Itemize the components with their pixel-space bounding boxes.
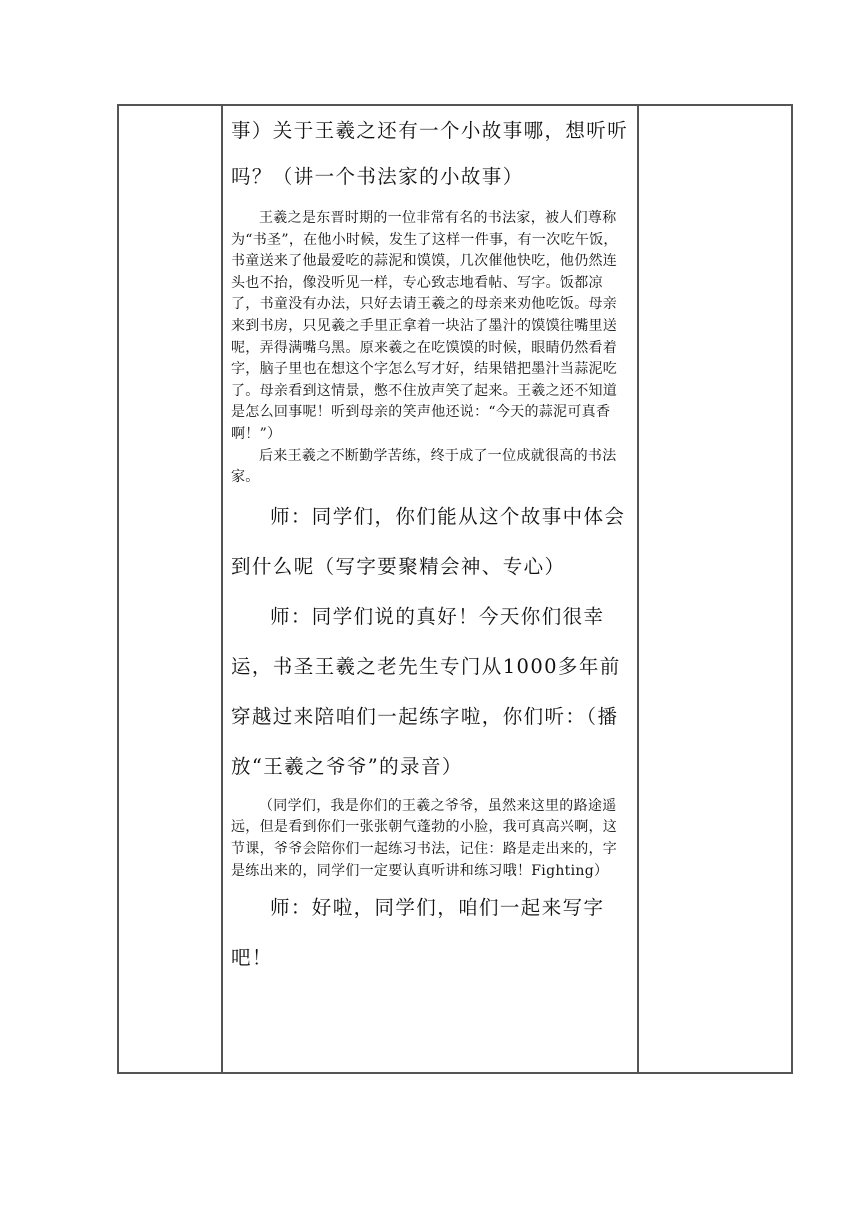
teacher-line: 师：同学们说的真好！今天你们很幸运，书圣王羲之老先生专门从1000多年前穿越过来陪咱们一起练字啦，你们听：（播放“王羲之爷爷”的录音） [231,604,621,778]
story-block [231,208,631,489]
column-divider-right [637,106,639,1072]
story-paragraph: 后来王羲之不断勤学苦练，终于成了一位成就很高的书法家。 [231,447,617,486]
teacher-line: 师：同学们，你们能从这个故事中体会到什么呢（写字要聚精会神、专心） [231,504,626,578]
column-divider-left [221,106,223,1072]
recording-block [231,796,631,882]
story-paragraph: 王羲之是东晋时期的一位非常有名的书法家，被人们尊称为“书圣”，在他小时候，发生了这样一件事，有一次吃午饭，书童送来了他最爱吃的蒜泥和馍馍，几次催他快吃，他仍然连头也不抬，像没听见一样，专心致志地看帖、写字。饭都凉了，书童没有办法，只好去请王羲之的母亲来劝他吃饭。母亲来到书房，只见羲之手里正拿着一块沾了墨汁的馍馍往嘴里送呢，弄得满嘴乌黑。原来羲之在吃馍馍的时候，眼睛仍然看着字，脑子里也在想这个字怎么写才好，结果错把墨汁当蒜泥吃了。母亲看到这情景，憋不住放声笑了起来。王羲之还不知道是怎么回事呢！听到母亲的笑声他还说：“今天的蒜泥可真香啊！”） [231,210,618,442]
recording-text: （同学们，我是你们的王羲之爷爷，虽然来这里的路途遥远，但是看到你们一张张朝气蓬勃的小脸，我可真高兴啊，这节课，爷爷会陪你们一起练习书法，记住：路是走出来的，字是练出来的，同学们一定要认真听讲和练习哦！Fighting） [231,797,618,879]
intro-line: 吗？（讲一个书法家的小故事） [231,165,524,188]
lesson-table [117,104,793,1074]
teacher-line: 师：好啦，同学们，咱们一起来写字吧！ [231,896,605,970]
intro-line: 事）关于王羲之还有一个小故事哪，想听听 [231,119,629,142]
lesson-content-cell [231,106,631,983]
